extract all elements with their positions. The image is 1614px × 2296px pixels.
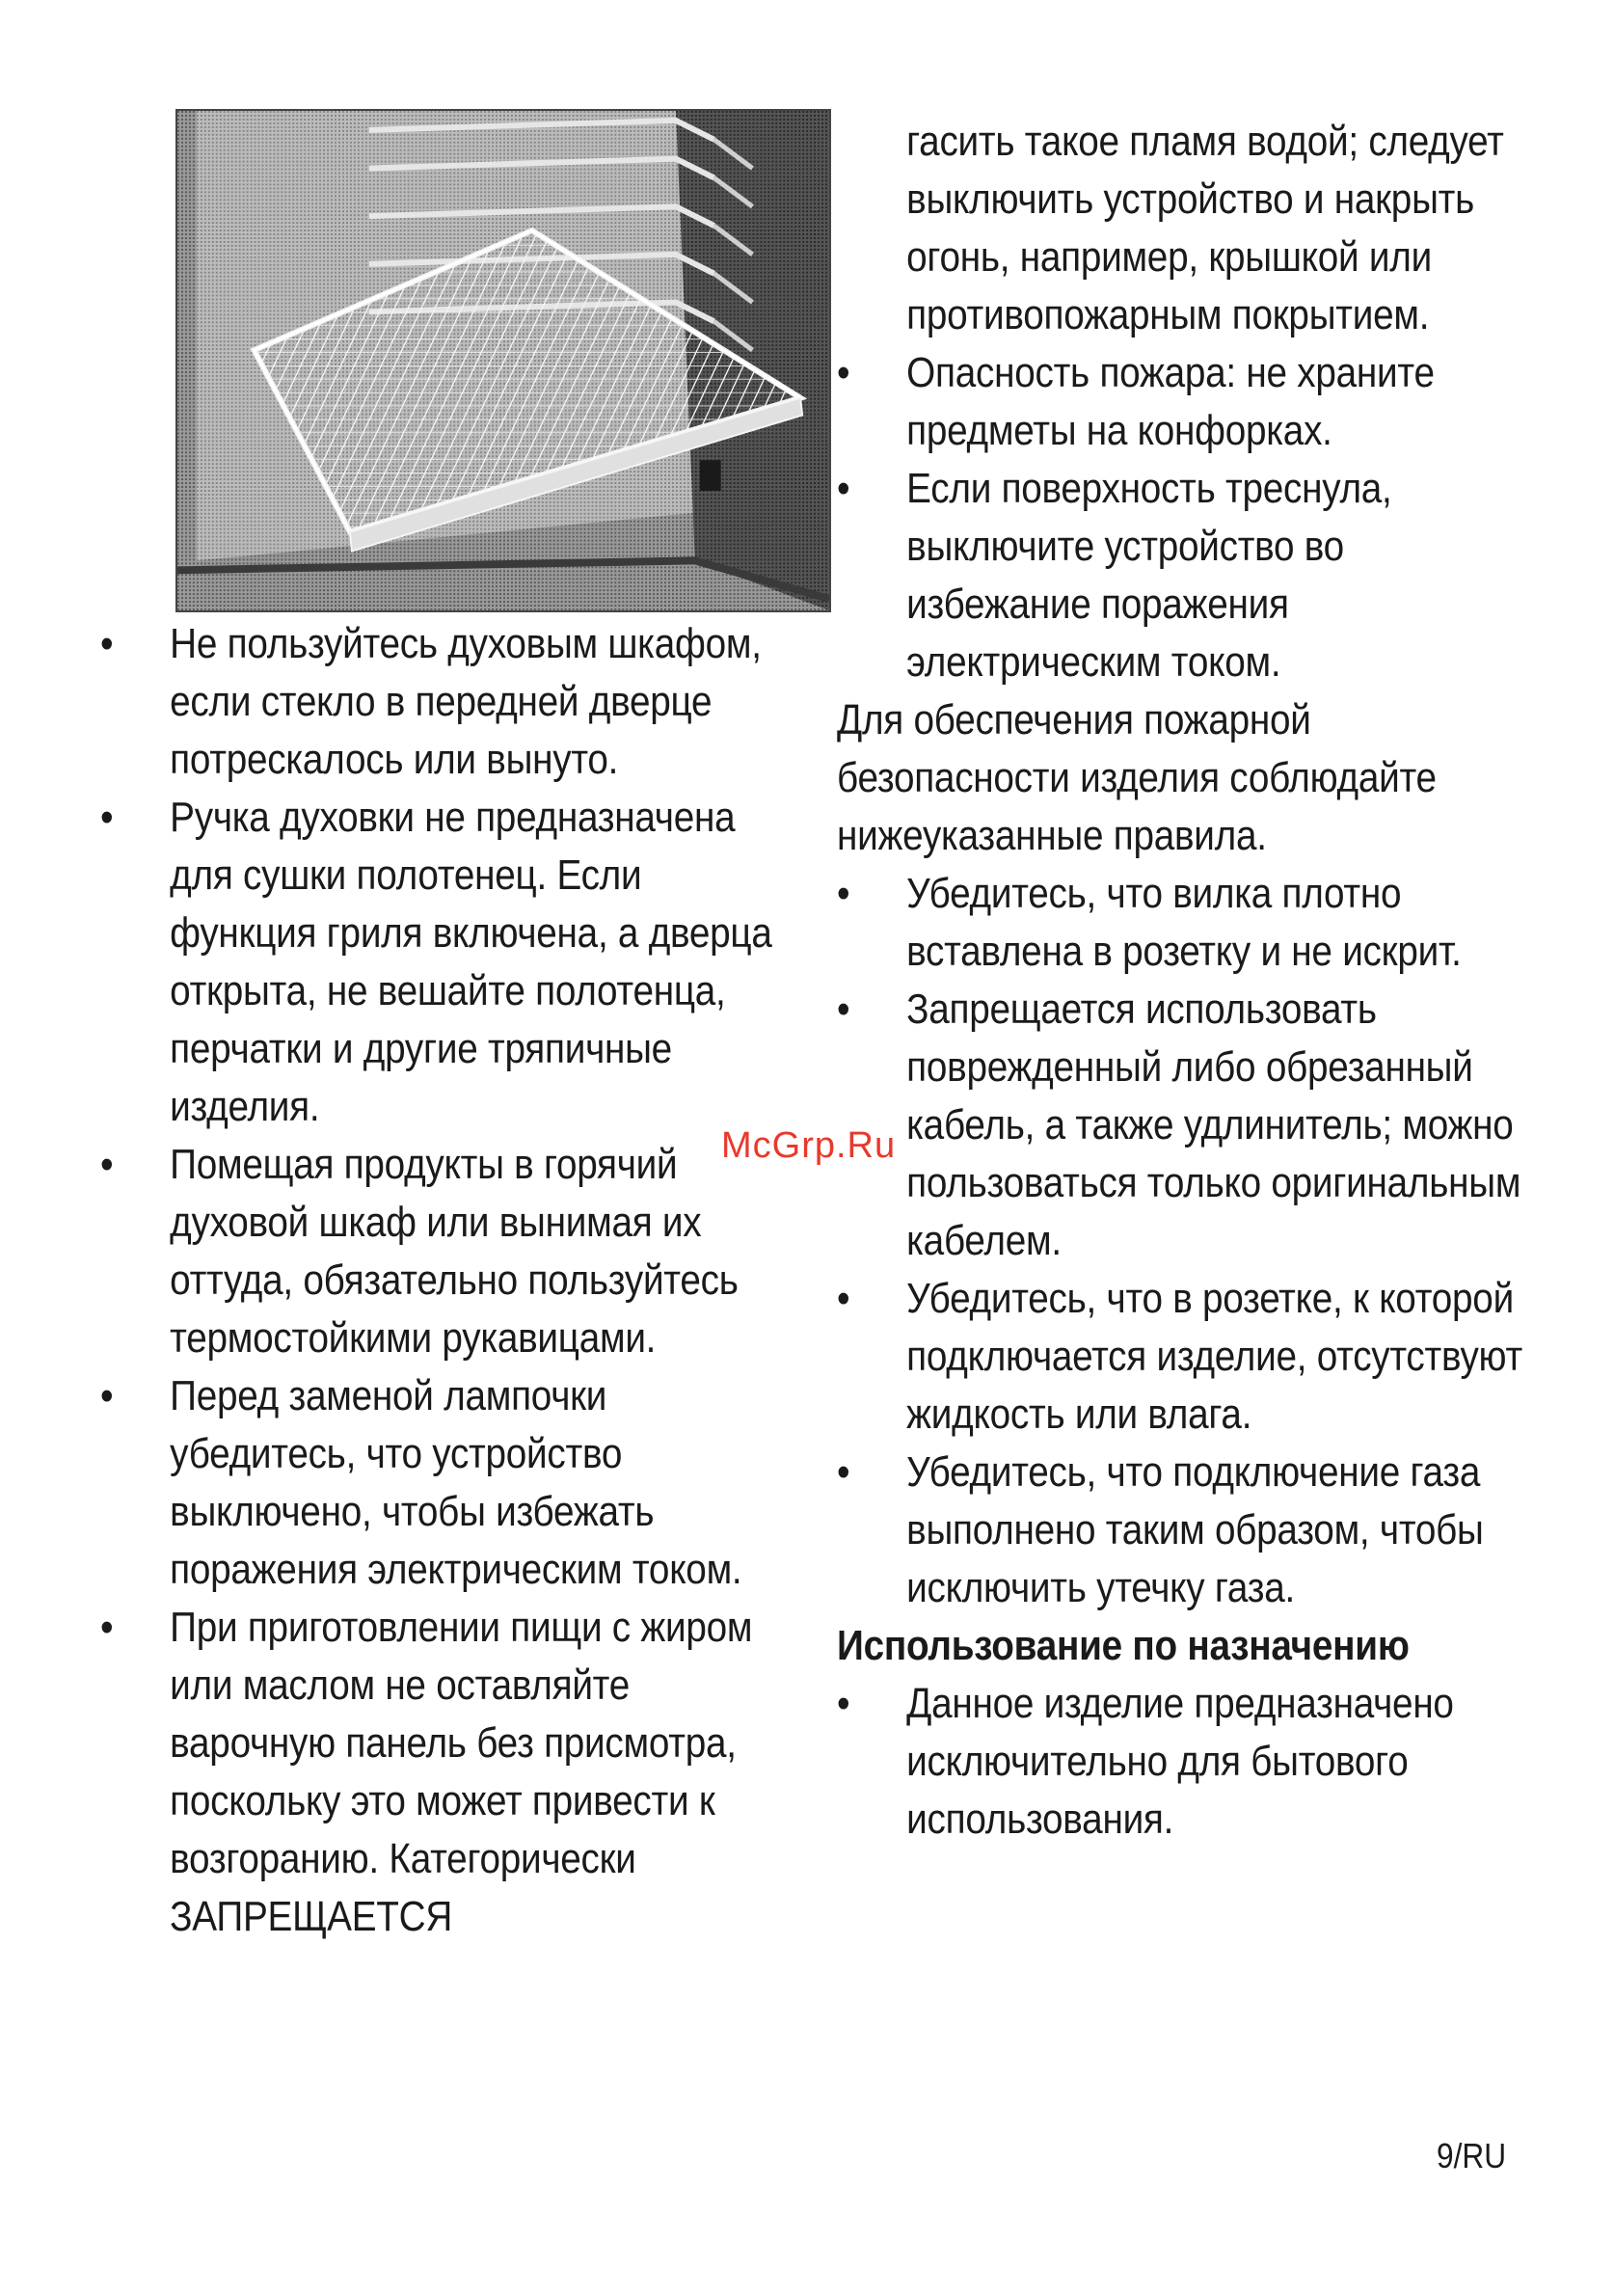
oven-interior-wire-shelf-icon <box>177 111 829 610</box>
list-item-text: Помещая продукты в горячий духовой шкаф или вынимая их оттуда, обязательно пользуйтесь термостойкими рукавицами. <box>170 1141 739 1362</box>
fire-safety-list <box>837 865 1524 1617</box>
list-item <box>100 615 779 789</box>
bullet-icon: • <box>837 1680 850 1727</box>
list-item-text: Запрещается использовать поврежденный либо обрезанный кабель, а также удлинитель; можно пользоваться только оригинальным кабелем. <box>906 986 1521 1264</box>
list-item-text: Данное изделие предназначено исключительно для бытового использования. <box>906 1680 1454 1843</box>
page-number: 9/RU <box>1437 2136 1507 2175</box>
fire-safety-paragraph: Для обеспечения пожарной безопасности изделия соблюдайте нижеуказанные правила. <box>837 696 1437 859</box>
list-item <box>837 1444 1524 1617</box>
bullet-icon: • <box>100 1141 114 1188</box>
bullet-icon: • <box>837 986 850 1033</box>
continued-text: гасить такое пламя водой; следует выключить устройство и накрыть огонь, например, крышкой или противопожарным покрытием. <box>906 118 1504 338</box>
list-item <box>837 460 1524 691</box>
bullet-icon: • <box>100 794 114 841</box>
list-item-text: При приготовлении пищи с жиром или маслом не оставляйте варочную панель без присмотра, поскольку это может привести к возгоранию. Категорически ЗАПРЕЩАЕТСЯ <box>170 1604 753 1940</box>
list-item <box>837 1675 1524 1849</box>
list-item-text: Не пользуйтесь духовым шкафом, если стекло в передней дверце потрескалось или вынуто. <box>170 620 762 783</box>
list-item-text: Если поверхность треснула, выключите устройство во избежание поражения электрическим током. <box>906 465 1392 686</box>
list-item <box>100 1367 779 1599</box>
bullet-icon: • <box>837 1275 850 1322</box>
list-item <box>100 1599 779 1946</box>
bullet-icon: • <box>837 1448 850 1496</box>
list-item <box>837 344 1524 460</box>
list-item-text: Опасность пожара: не храните предметы на конфорках. <box>906 349 1435 454</box>
section-heading: Использование по назначению <box>837 1622 1410 1669</box>
intended-use-list <box>837 1675 1524 1849</box>
list-item-text: Ручка духовки не предназначена для сушки полотенец. Если функция гриля включена, а дверца открыта, не вешайте полотенца, перчатки и другие тряпичные изделия. <box>170 794 772 1130</box>
bullet-icon: • <box>100 1372 114 1419</box>
left-column <box>100 615 779 1946</box>
oven-shelf-figure <box>175 109 831 612</box>
bullet-icon: • <box>100 620 114 667</box>
bullet-icon: • <box>837 870 850 917</box>
watermark: McGrp.Ru <box>721 1125 897 1166</box>
list-item-text: Убедитесь, что в розетке, к которой подключается изделие, отсутствуют жидкость или влага. <box>906 1275 1522 1438</box>
bullet-icon: • <box>100 1604 114 1651</box>
bullet-icon: • <box>837 349 850 396</box>
fire-hazard-list <box>837 344 1524 691</box>
list-item <box>837 981 1524 1270</box>
list-item <box>837 1270 1524 1444</box>
list-item <box>100 1136 779 1367</box>
list-item-text: Перед заменой лампочки убедитесь, что устройство выключено, чтобы избежать поражения электрическим током. <box>170 1372 742 1593</box>
list-item-text: Убедитесь, что подключение газа выполнено таким образом, чтобы исключить утечку газа. <box>906 1448 1484 1611</box>
bullet-icon: • <box>837 465 850 512</box>
list-item <box>100 789 779 1136</box>
list-item <box>837 865 1524 981</box>
list-item-text: Убедитесь, что вилка плотно вставлена в розетку и не искрит. <box>906 870 1462 975</box>
right-column <box>837 113 1524 1849</box>
left-bullet-list <box>100 615 779 1946</box>
